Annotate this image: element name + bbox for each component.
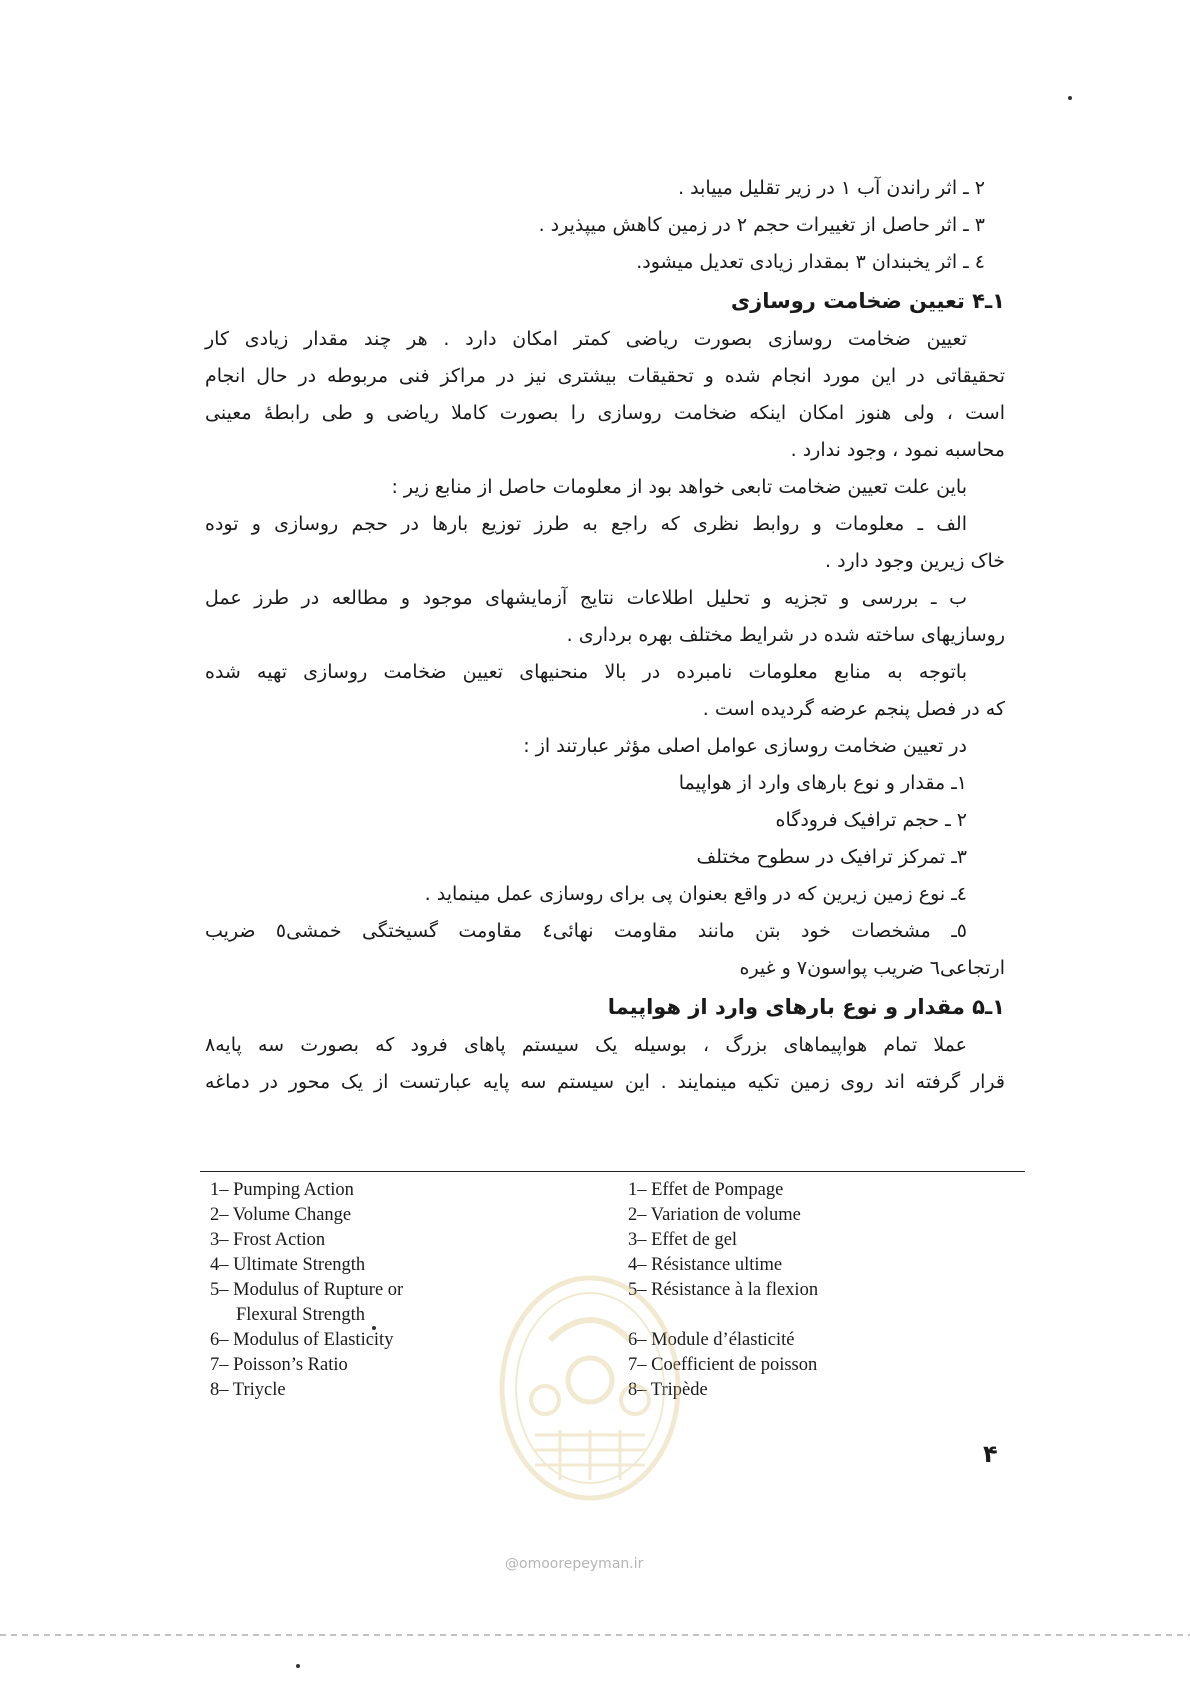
watermark-url: @omoorepeyman.ir	[505, 1556, 644, 1572]
scan-speck	[1068, 96, 1072, 100]
factor-item: ٥ـ مشخصات خود بتن مانند مقاومت نهائی٤ مقاومت گسیختگی خمشی٥ ضریب	[205, 920, 967, 942]
paragraph-line: که در فصل پنجم عرضه گردیده است .	[702, 698, 1005, 720]
footnote-item: 3– Frost Action	[210, 1230, 326, 1250]
factor-item: ۱ـ مقدار و نوع بارهای وارد از هواپیما	[678, 772, 967, 794]
footnote-item: 7– Coefficient de poisson	[628, 1355, 818, 1375]
paragraph-line: الف ـ معلومات و روابط نظری که راجع به طرز توزیع بارها در حجم روسازی و توده	[205, 513, 967, 535]
footnote-item: 7– Poisson’s Ratio	[210, 1355, 348, 1375]
footnote-item: 1– Effet de Pompage	[628, 1180, 784, 1200]
list-item: ۳ ـ اثر حاصل از تغییرات حجم ۲ در زمین کاهش میپذیرد .	[538, 214, 985, 236]
scan-edge	[0, 1634, 1190, 1636]
footnote-item: 8– Tripède	[628, 1380, 708, 1400]
factor-item: ٤ـ نوع زمین زیرین که در واقع بعنوان پی برای روسازی عمل مینماید .	[424, 883, 967, 905]
paragraph-line: عملا تمام هواپیماهای بزرگ ، بوسیله یک سیستم پاهای فرود که بصورت سه پایه٨	[205, 1034, 967, 1056]
factor-item: ۳ـ تمرکز ترافیک در سطوح مختلف	[696, 846, 967, 868]
footnote-divider	[200, 1171, 1025, 1172]
paragraph-line: ب ـ بررسی و تجزیه و تحلیل اطلاعات نتایج آزمایشهای موجود و مطالعه در طرز عمل	[205, 587, 967, 609]
footnote-item: 3– Effet de gel	[628, 1230, 738, 1250]
scan-speck	[296, 1664, 300, 1668]
paragraph-line: باتوجه به منابع معلومات نامبرده در بالا منحنیهای تعیین ضخامت روسازی تهیه شده	[205, 661, 967, 683]
section-heading: ۱ـ۵ مقدار و نوع بارهای وارد از هواپیما	[607, 995, 1005, 1019]
list-item: ٤ ـ اثر یخبندان ۳ بمقدار زیادی تعدیل میشود.	[636, 251, 985, 273]
list-item: ۲ ـ اثر راندن آب ۱ در زیر تقلیل مییابد .	[678, 177, 985, 199]
footnote-item: 2– Volume Change	[210, 1205, 352, 1225]
watermark-seal	[490, 1270, 690, 1530]
footnote-item: 5– Modulus of Rupture or	[210, 1280, 404, 1300]
footnote-item: 8– Triycle	[210, 1380, 286, 1400]
paragraph-line: محاسبه نمود ، وجود ندارد .	[790, 439, 1005, 461]
page-body	[205, 170, 1005, 1101]
footnote-item: 1– Pumping Action	[210, 1180, 354, 1200]
paragraph-line: باین علت تعیین ضخامت تابعی خواهد بود از معلومات حاصل از منابع زیر :	[391, 476, 967, 498]
paragraph-line: است ، ولی هنوز امکان اینکه ضخامت روسازی را بصورت کاملا ریاضی و طی رابطهٔ معینی	[205, 402, 1005, 424]
footnote-item: 5– Résistance à la flexion	[628, 1280, 819, 1300]
footnote-item: Flexural Strength	[236, 1305, 365, 1325]
paragraph-line: خاک زیرین وجود دارد .	[824, 550, 1005, 572]
footnote-item: 6– Module d’élasticité	[628, 1330, 795, 1350]
footnote-item: 6– Modulus of Elasticity	[210, 1330, 394, 1350]
paragraph-line: تحقیقاتی در این مورد انجام شده و تحقیقات بیشتری نیز در مراکز فنی مربوطه در حال انجام	[205, 365, 1005, 387]
scan-speck	[372, 1326, 376, 1330]
footnote-item: 4– Résistance ultime	[628, 1255, 783, 1275]
footnote-item: 4– Ultimate Strength	[210, 1255, 366, 1275]
page-number: ۴	[983, 1440, 998, 1468]
factor-item: ارتجاعی٦ ضریب پواسون٧ و غیره	[739, 957, 1005, 979]
footnote-item: 2– Variation de volume	[628, 1205, 801, 1225]
factor-item: ۲ ـ حجم ترافیک فرودگاه	[775, 809, 967, 831]
paragraph-line: در تعیین ضخامت روسازی عوامل اصلی مؤثر عبارتند از :	[523, 735, 967, 757]
paragraph-line: قرار گرفته اند روی زمین تکیه مینمایند . این سیستم سه پایه عبارتست از یک محور در دماغه	[205, 1071, 1005, 1093]
paragraph-line: تعیین ضخامت روسازی بصورت ریاضی کمتر امکان دارد . هر چند مقدار زیادی کار	[205, 328, 967, 350]
paragraph-line: روسازیهای ساخته شده در شرایط مختلف بهره برداری .	[566, 624, 1005, 646]
section-heading: ۱ـ۴ تعیین ضخامت روسازی	[730, 289, 1005, 313]
